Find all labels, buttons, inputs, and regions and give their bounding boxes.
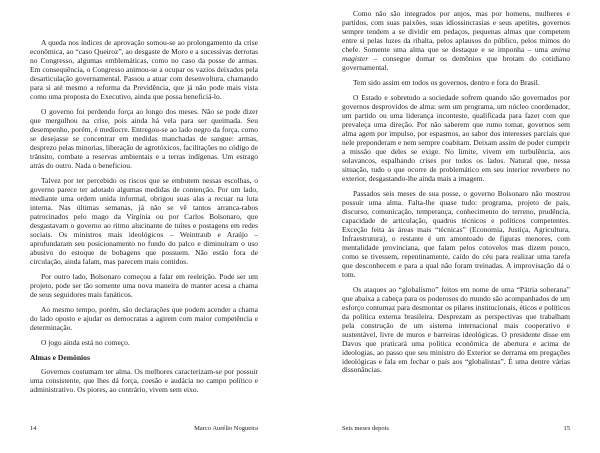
paragraph (342, 10, 570, 73)
paragraph: Ao mesmo tempo, porém, são declarações que podem acender a chama do lado oposto e ajudar os democratas a agirem com maior competência e determinação. (30, 304, 258, 332)
paragraph: Tem sido assim em todos os governos, dentro e fora do Brasil. (353, 77, 540, 87)
paragraph: Governos costumam ter alma. Os melhores caracterizam-se por possuir uma consistente, que lhes dá força, coesão e audácia no campo político e administrativo. Os piores, ao contrário, vivem sem eixo. (30, 367, 258, 395)
paragraph: O jogo ainda está no começo. (41, 338, 130, 348)
paragraph: Talvez por ter percebido os riscos que se embutem nessas escolhas, o governo parece ter adotado algumas medidas de contenção. Por um lado, mediante uma ordem unida informal, obrigou suas alas a recuar na luta interna. Nas últimas semanas, já não se vê tantos arranca-rabos patrocinados pelo mago da Virgínia ou por Carlos Bolsonaro, que desgastavam o governo ao ritmo alucinante de tuítes e postagens em redes sociais. Os ministros mais ideológicos – Weintraub e Araújo – aprofundaram seu posicionamento no fundo do palco e diminuíram o uso abusivo do estoque de bobagens que possuem. Não estão fora de circulação, ainda falam, mas parecem mais contidos. (30, 175, 258, 266)
paragraph: O Estado e sobretudo a sociedade sofrem quando são governados por governos desprovidos de alma: sem um programa, um núcleo coordenador, um partido ou uma liderança inconteste, qualificada para fazer com que prevaleça uma direção. Por não saberem que rumo tomar, governos sem alma agem por impulso, por espasmos, ao sabor dos interesses parciais que nele preponderam e nem sempre coabitam. Deixam assim de poder cumprir a missão que deles se exige. No limite, vivem em turbulência, aos solavancos, espalhando crises por todos os lados. Natural que, nessa situação, tudo o que ocorre de problemático em seu interior reverbere no exterior, desgastando-lhe ainda mais a imagem. (342, 93, 570, 183)
running-head: Seis meses depois (342, 425, 389, 432)
paragraph: Passados seis meses de sua posse, o governo Bolsonaro não mostrou possuir uma alma. Falta-lhe quase tudo: programa, projeto de país, discurso, comunicação, temperança, conhecimento do terreno, prudência, capacidade de articulação, quadros técnicos e políticos competentes. Exceção feita às áreas mais “técnicas” (Economia, Justiça, Agricultura, Infraestrutura), o restante é um amontoado de figuras menores, com mentalidade provinciana, que falam pelos cotovelos mas dizem pouco, como se tivessem, repentinamente, caído do céu para realizar uma tarefa que desconhecem e para a qual não foram treinadas. A improvisação dá o tom. (342, 189, 570, 279)
right-page-footer (342, 425, 570, 432)
left-page-footer (30, 425, 258, 432)
paragraph: Por outro lado, Bolsonaro começou a falar em reeleição. Pode ser um projeto, pode ser tão somente uma nova maneira de manter acesa a chama de seus seguidores mais fanáticos. (30, 271, 258, 299)
paragraph-text: – consegue domar os demônios que brotam do cotidiano governamental. (342, 53, 570, 72)
running-head: Marco Aurélio Nogueira (194, 425, 258, 432)
paragraph: O governo foi perdendo força ao longo dos meses. Não se pode dizer que mergulhou na crise, pois ainda há vela para ser queimada. Seu desempenho, porém, é medíocre. Entregou-se ao lado negro da força, como se desejasse se concentrar em medidas manchadas de sangue: armas, desprezo pelas minorias, liberação de agrotóxicos, facilitações no código de trânsito, combate a reservas ambientais e a terras indígenas. Um estrago atrás do outro. Nada o beneficiou. (30, 106, 258, 170)
right-page-body (342, 10, 570, 382)
paragraph: Os ataques ao “globalismo” feitos em nome de uma “Pátria soberana” que abaixa a cabeça para os poderosos do mundo são acompanhados de um esforço contumaz para desmontar os pilares institucionais, éticos e políticos da política externa brasileira. Desprezam as perspectivas que trabalham pela construção de um sistema internacional mais cooperativo e sustentável, livre de muros e barreiras ideológicas. O presidente disse em Davos que praticará uma política econômica de abertura e acima de ideologias, ao passo que seu ministro do Exterior se derrama em pregações ideológicas e fala em fechar o país aos “globalistas”. É uma dentre várias dissonâncias. (342, 284, 570, 375)
section-heading: Almas e Demônios (30, 353, 90, 363)
left-page-body (30, 39, 258, 401)
page-number: 15 (563, 425, 570, 432)
italic-term: anima magister (342, 44, 570, 63)
page-number: 14 (30, 425, 37, 432)
paragraph-text: Como não são integrados por anjos, mas por homens, mulheres e partidos, com suas paixões, suas idiossincrasias e seus apetites, governos sempre tendem a se dividir em pedaços, pequenas almas que competem entre si pelas luzes da ribalta, pelos aplausos do público, pelos mimos do chefe. Somente uma alma que se destaque e se imponha – uma (342, 9, 570, 54)
paragraph: A queda nos índices de aprovação somou-se ao prolongamento da crise econômica, ao “caso Queiroz”, ao desgaste de Moro e a sucessivas derrotas no Congresso, algumas emblemáticas, como no caso da posse de armas. Em consequência, o Congresso animou-se a ocupar os vazios deixados pela desarticulação governamental. Passou a atuar com desenvoltura, chamando para si até mesmo a reforma da Previdência, que já não pode mais vista como uma proposta do Executivo, ainda que possa beneficiá-lo. (30, 38, 258, 101)
